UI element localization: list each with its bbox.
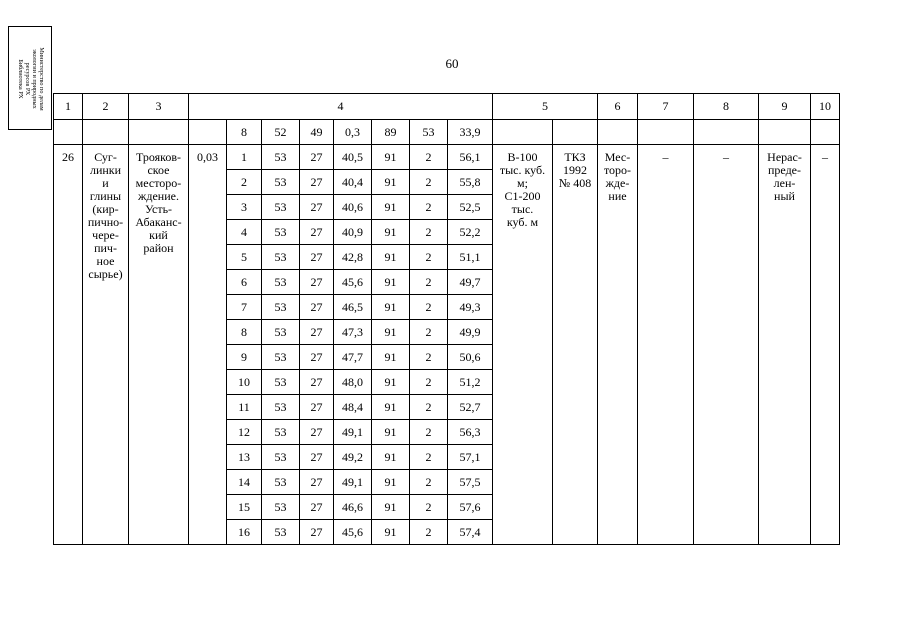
table-cell: 27 — [300, 320, 334, 345]
header-cell: 7 — [638, 94, 694, 120]
table-cell: 27 — [300, 495, 334, 520]
table-cell: 27 — [300, 345, 334, 370]
table-cell: 2 — [410, 220, 448, 245]
table-cell: 46,5 — [334, 295, 372, 320]
table-cell: 56,1 — [448, 145, 493, 170]
table-cell: 91 — [372, 270, 410, 295]
stamp-line: Министерство по делам — [38, 47, 45, 111]
table-cell: 2 — [410, 145, 448, 170]
table-cell: 2 — [410, 170, 448, 195]
reserves-cell — [493, 145, 553, 545]
table-cell: 53 — [262, 195, 300, 220]
table-cell: 57,1 — [448, 445, 493, 470]
header-cell: 10 — [811, 94, 840, 120]
stamp-line: ресурсов РХ — [24, 62, 31, 96]
empty-cell — [638, 120, 694, 145]
table-cell: 2 — [410, 370, 448, 395]
cell-line: Мес- — [604, 150, 631, 164]
table-cell: 47,7 — [334, 345, 372, 370]
subheader-cell: 89 — [372, 120, 410, 145]
table-cell: 15 — [227, 495, 262, 520]
table-cell: 2 — [410, 495, 448, 520]
table-cell: 53 — [262, 170, 300, 195]
cell-line: пич- — [94, 241, 117, 255]
data-table — [53, 93, 840, 545]
cell-line: Трояков- — [135, 150, 182, 164]
table-cell: 49,7 — [448, 270, 493, 295]
table-cell: 91 — [372, 495, 410, 520]
cell-line: (кир- — [92, 202, 119, 216]
table-cell: 10 — [227, 370, 262, 395]
cell-line: Абаканс- — [135, 215, 182, 229]
header-cell: 6 — [598, 94, 638, 120]
table-cell: 5 — [227, 245, 262, 270]
table-cell: 2 — [410, 245, 448, 270]
table-cell: 53 — [262, 470, 300, 495]
cell-line: ный — [774, 189, 795, 203]
table-cell: 57,5 — [448, 470, 493, 495]
table-cell: 53 — [262, 520, 300, 545]
table-cell: 91 — [372, 145, 410, 170]
cell-line: ждение. — [138, 189, 179, 203]
cell-line: м; — [517, 176, 528, 190]
table-cell: 2 — [410, 295, 448, 320]
table-cell: 53 — [262, 145, 300, 170]
table-row — [54, 145, 840, 170]
table-cell: 2 — [410, 470, 448, 495]
table-cell: 2 — [410, 420, 448, 445]
status-cell — [759, 145, 811, 545]
subheader-row — [54, 120, 840, 145]
cell-line: тыс. — [511, 202, 534, 216]
table-cell: 91 — [372, 470, 410, 495]
table-cell: 27 — [300, 470, 334, 495]
table-cell: 48,4 — [334, 395, 372, 420]
table-cell: 27 — [300, 245, 334, 270]
table-cell: 53 — [262, 320, 300, 345]
dash-cell: – — [638, 145, 694, 545]
header-cell: 4 — [189, 94, 493, 120]
cell-line: С1-200 — [504, 189, 541, 203]
empty-cell — [553, 120, 598, 145]
empty-cell — [598, 120, 638, 145]
cell-line: линки — [89, 163, 122, 177]
cell-line: жде- — [605, 176, 630, 190]
cell-line: чере- — [92, 228, 119, 242]
table-cell: 53 — [262, 220, 300, 245]
empty-cell — [83, 120, 129, 145]
table-cell: 47,3 — [334, 320, 372, 345]
subheader-cell: 53 — [410, 120, 448, 145]
approval-cell — [553, 145, 598, 545]
cell-line: Усть- — [144, 202, 173, 216]
table-cell: 91 — [372, 170, 410, 195]
table-cell: 14 — [227, 470, 262, 495]
table-cell: 11 — [227, 395, 262, 420]
table-cell: 48,0 — [334, 370, 372, 395]
subheader-cell: 49 — [300, 120, 334, 145]
header-cell: 5 — [493, 94, 598, 120]
table-cell: 27 — [300, 195, 334, 220]
cell-line: № 408 — [558, 176, 592, 190]
cell-line: глины — [89, 189, 122, 203]
cell-line: куб. м — [506, 215, 539, 229]
table-cell: 27 — [300, 270, 334, 295]
table-cell: 53 — [262, 495, 300, 520]
table-cell: 91 — [372, 370, 410, 395]
table-cell: 27 — [300, 170, 334, 195]
table-cell: 53 — [262, 370, 300, 395]
table-cell: 52,2 — [448, 220, 493, 245]
library-stamp — [8, 26, 52, 130]
cell-line: лен- — [773, 176, 796, 190]
value-cell: 0,03 — [189, 145, 227, 545]
table-cell: 2 — [410, 395, 448, 420]
stamp-line: экологии и природных — [31, 49, 38, 109]
table-cell: 53 — [262, 345, 300, 370]
empty-cell — [54, 120, 83, 145]
table-cell: 27 — [300, 445, 334, 470]
table-cell: 40,6 — [334, 195, 372, 220]
cell-line: 1992 — [563, 163, 587, 177]
dash-cell: – — [811, 145, 840, 545]
table-cell: 1 — [227, 145, 262, 170]
cell-line: тыс. куб. — [499, 163, 546, 177]
table-cell: 2 — [410, 520, 448, 545]
table-cell: 91 — [372, 395, 410, 420]
table-cell: 49,9 — [448, 320, 493, 345]
deposit-type-cell — [598, 145, 638, 545]
table-cell: 3 — [227, 195, 262, 220]
table-cell: 91 — [372, 295, 410, 320]
cell-line: В-100 — [507, 150, 538, 164]
table-cell: 2 — [410, 270, 448, 295]
table-cell: 13 — [227, 445, 262, 470]
table-cell: 27 — [300, 520, 334, 545]
table-cell: 52,5 — [448, 195, 493, 220]
deposit-location-cell — [129, 145, 189, 545]
table-cell: 2 — [410, 345, 448, 370]
table-cell: 50,6 — [448, 345, 493, 370]
subheader-cell: 8 — [227, 120, 262, 145]
table-cell: 51,1 — [448, 245, 493, 270]
table-cell: 4 — [227, 220, 262, 245]
material-cell — [83, 145, 129, 545]
table-cell: 91 — [372, 195, 410, 220]
cell-line: месторо- — [135, 176, 182, 190]
empty-cell — [493, 120, 553, 145]
table-cell: 45,6 — [334, 520, 372, 545]
table-cell: 45,6 — [334, 270, 372, 295]
table-cell: 8 — [227, 320, 262, 345]
table-cell: 53 — [262, 395, 300, 420]
cell-line: Суг- — [94, 150, 117, 164]
library-stamp-text — [17, 29, 45, 129]
table-cell: 53 — [262, 445, 300, 470]
table-cell: 49,3 — [448, 295, 493, 320]
dash-cell: – — [694, 145, 759, 545]
table-cell: 7 — [227, 295, 262, 320]
table-cell: 2 — [410, 195, 448, 220]
table-cell: 27 — [300, 395, 334, 420]
cell-line: район — [143, 241, 174, 255]
table-cell: 40,9 — [334, 220, 372, 245]
subheader-cell: 33,9 — [448, 120, 493, 145]
page-number: 60 — [445, 56, 459, 71]
cell-line: ТКЗ — [564, 150, 586, 164]
cell-line: преде- — [767, 163, 802, 177]
header-cell: 3 — [129, 94, 189, 120]
cell-line: ское — [147, 163, 170, 177]
table-cell: 27 — [300, 420, 334, 445]
table-cell: 27 — [300, 295, 334, 320]
table-cell: 91 — [372, 320, 410, 345]
header-cell: 1 — [54, 94, 83, 120]
header-row — [54, 94, 840, 120]
empty-cell — [694, 120, 759, 145]
table-cell: 2 — [410, 320, 448, 345]
table-cell: 91 — [372, 220, 410, 245]
table-cell: 49,1 — [334, 470, 372, 495]
table-cell: 91 — [372, 420, 410, 445]
table-cell: 12 — [227, 420, 262, 445]
table-cell: 51,2 — [448, 370, 493, 395]
table-cell: 42,8 — [334, 245, 372, 270]
table-cell: 40,5 — [334, 145, 372, 170]
cell-line: Нерас- — [767, 150, 802, 164]
table-cell: 6 — [227, 270, 262, 295]
header-cell: 2 — [83, 94, 129, 120]
table-cell: 40,4 — [334, 170, 372, 195]
record-number-cell: 26 — [54, 145, 83, 545]
table-cell: 91 — [372, 445, 410, 470]
table-cell: 52,7 — [448, 395, 493, 420]
table-cell: 27 — [300, 220, 334, 245]
cell-line: ное — [96, 254, 115, 268]
table-cell: 9 — [227, 345, 262, 370]
table-body — [54, 145, 840, 545]
table-cell: 53 — [262, 245, 300, 270]
table-cell: 16 — [227, 520, 262, 545]
cell-line: ние — [608, 189, 627, 203]
empty-cell — [189, 120, 227, 145]
table-cell: 49,2 — [334, 445, 372, 470]
cell-line: и — [102, 176, 109, 190]
table-cell: 91 — [372, 520, 410, 545]
table-cell: 57,4 — [448, 520, 493, 545]
table-cell: 57,6 — [448, 495, 493, 520]
table-cell: 56,3 — [448, 420, 493, 445]
empty-cell — [129, 120, 189, 145]
stamp-line: Библиотека РХ — [17, 59, 24, 99]
table-cell: 49,1 — [334, 420, 372, 445]
cell-line: сырье) — [88, 267, 123, 281]
table-cell: 55,8 — [448, 170, 493, 195]
table-cell: 53 — [262, 295, 300, 320]
header-cell: 9 — [759, 94, 811, 120]
table-cell: 91 — [372, 245, 410, 270]
table-cell: 91 — [372, 345, 410, 370]
empty-cell — [759, 120, 811, 145]
table-cell: 53 — [262, 270, 300, 295]
cell-line: кий — [149, 228, 168, 242]
table-cell: 27 — [300, 145, 334, 170]
table-cell: 2 — [227, 170, 262, 195]
header-cell: 8 — [694, 94, 759, 120]
cell-line: пично- — [87, 215, 124, 229]
cell-line: торо- — [603, 163, 632, 177]
table-cell: 46,6 — [334, 495, 372, 520]
subheader-cell: 52 — [262, 120, 300, 145]
table-cell: 53 — [262, 420, 300, 445]
empty-cell — [811, 120, 840, 145]
subheader-cell: 0,3 — [334, 120, 372, 145]
table-cell: 27 — [300, 370, 334, 395]
table-cell: 2 — [410, 445, 448, 470]
